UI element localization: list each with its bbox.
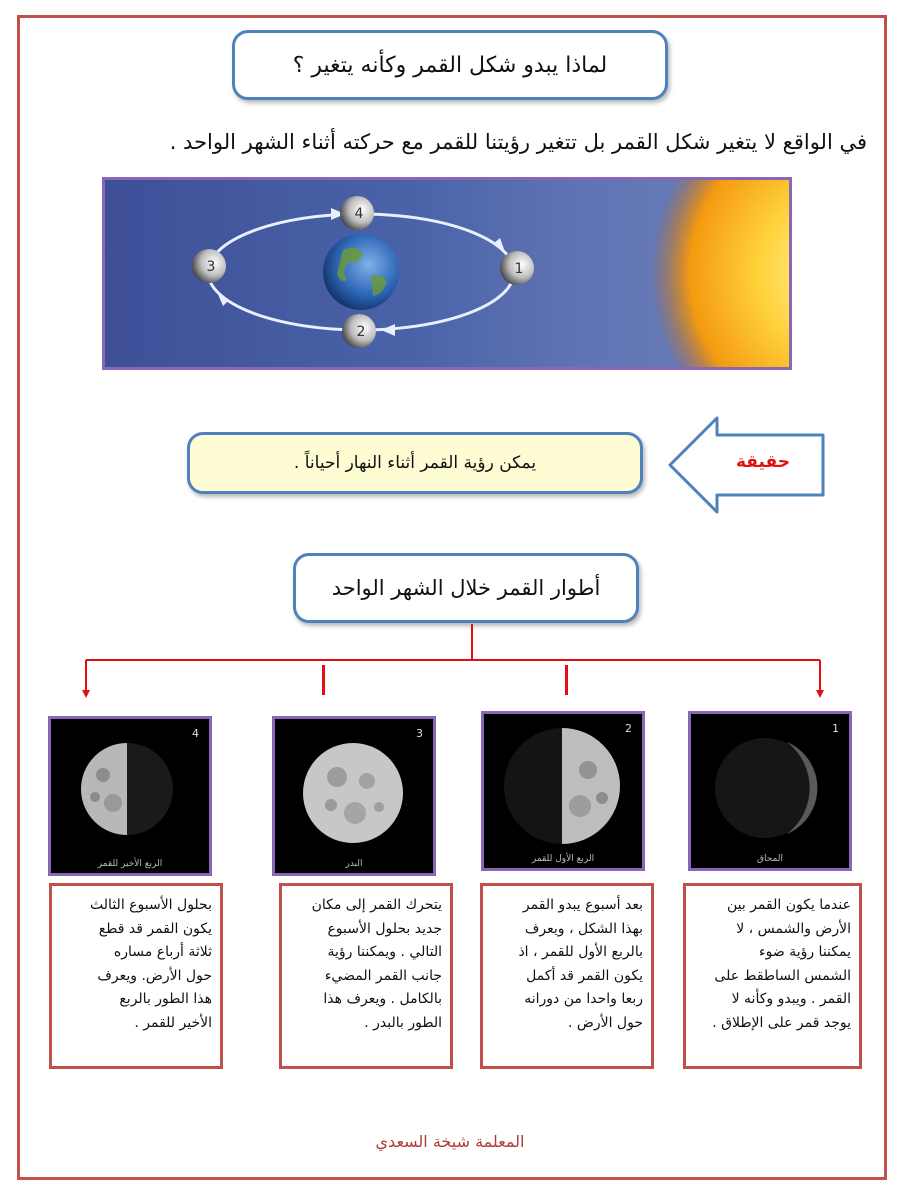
svg-text:1: 1 [514, 261, 524, 277]
phase-3-description: يتحرك القمر إلى مكان جديد بحلول الأسبوع التالي . ويمكننا رؤية جانب القمر المضيء بالكامل . ويعرف هذا الطور بالبدر . [279, 883, 453, 1069]
orbit-illustration [105, 180, 789, 367]
phases-connector [0, 620, 900, 700]
orbit-diagram [102, 177, 792, 370]
svg-text:3: 3 [206, 259, 216, 275]
question-box [232, 30, 668, 100]
fact-text: يمكن رؤية القمر أثناء النهار أحياناً . [293, 453, 537, 473]
phases-title: أطوار القمر خلال الشهر الواحد [331, 576, 601, 600]
phase-1-photo: 1 المحاق [688, 711, 852, 871]
question-text: لماذا يبدو شكل القمر وكأنه يتغير ؟ [292, 52, 608, 78]
fact-label: حقيقة [736, 452, 790, 472]
moon-position-1 [500, 251, 534, 285]
phases-title-box [293, 553, 639, 623]
intro-text: في الواقع لا يتغير شكل القمر بل تتغير رؤيتنا للقمر مع حركته أثناء الشهر الواحد . [169, 130, 867, 154]
moon-position-3 [192, 249, 226, 283]
teacher-name: المعلمة شيخة السعدي [375, 1132, 525, 1151]
sun [625, 180, 789, 367]
moon-position-2 [342, 314, 376, 348]
svg-text:2: 2 [356, 324, 366, 340]
svg-text:4: 4 [354, 206, 364, 222]
phase-4-photo: 4 الربع الأخير للقمر [48, 716, 212, 876]
earth-icon [323, 234, 399, 310]
fact-box [187, 432, 643, 494]
phase-4-description: بحلول الأسبوع الثالث يكون القمر قد قطع ثلاثة أرباع مساره حول الأرض. ويعرف هذا الطور بالربع الأخير للقمر . [49, 883, 223, 1069]
moon-position-4 [340, 196, 374, 230]
phase-1-description: عندما يكون القمر بين الأرض والشمس ، لا يمكننا رؤية ضوء الشمس الساطقط على القمر . ويبدو وكأنه لا يوجد قمر على الإطلاق . [683, 883, 862, 1069]
phase-2-description: بعد أسبوع يبدو القمر بهذا الشكل ، ويعرف بالربع الأول للقمر ، اذ يكون القمر قد أكمل ربعا واحدا من دورانه حول الأرض . [480, 883, 654, 1069]
phase-2-photo: 2 الربع الأول للقمر [481, 711, 645, 871]
phase-3-photo: 3 البدر [272, 716, 436, 876]
